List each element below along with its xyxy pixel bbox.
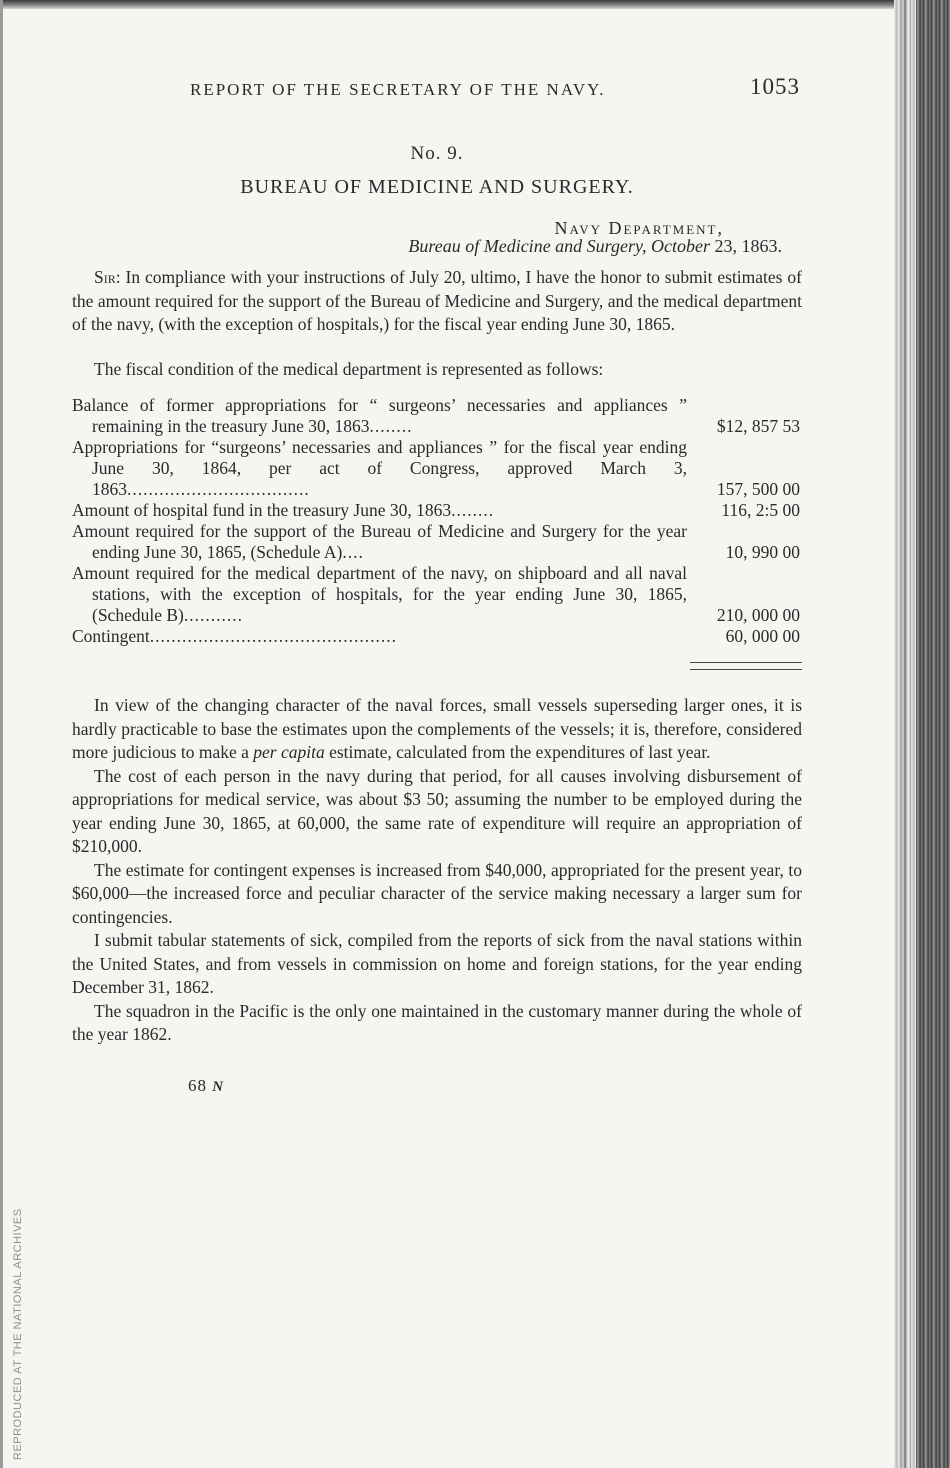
total-rule-top xyxy=(690,662,802,663)
paragraph-pacific-squadron: The squadron in the Pacific is the only one maintained in the customary manner during the whole of the year 1862. xyxy=(72,1000,802,1044)
table-row xyxy=(72,626,802,647)
row-description: Amount required for the support of the Bureau of Medicine and Surgery for the year ending June 30, 1865, (Schedule A) xyxy=(72,521,687,562)
row-description: Amount of hospital fund in the treasury June 30, 1863 xyxy=(72,500,452,520)
paragraph-contingent: The estimate for contingent expenses is increased from $40,000, appropriated for the present year, to $60,000—the increased force and peculiar character of the service making necessary a larger sum for contingencies. xyxy=(72,859,802,927)
table-row xyxy=(72,437,802,500)
dateline-department: Navy Department, xyxy=(554,218,724,238)
total-rule-bottom xyxy=(690,669,802,670)
row-amount: 157, 500 00 xyxy=(716,479,800,499)
row-description: Contingent xyxy=(72,626,150,646)
table-row xyxy=(72,500,802,521)
table-row xyxy=(72,563,802,626)
table-row xyxy=(72,395,802,437)
row-leader-dots: .... xyxy=(342,542,364,562)
archive-watermark: REPRODUCED AT THE NATIONAL ARCHIVES xyxy=(12,1208,24,1460)
salutation: Sir xyxy=(94,267,116,287)
row-leader-dots: ........ xyxy=(451,500,495,520)
signature-mark xyxy=(188,1076,224,1096)
paragraph-sick-statements: I submit tabular statements of sick, compiled from the reports of sick from the naval stations within the United States, and from vessels in commission on home and foreign stations, for the year ending December 31, 1862. xyxy=(72,930,802,997)
paragraph-cost: The cost of each person in the navy during that period, for all causes involving disbursement of appropriations for medical service, was about $3 50; assuming the number to be employed during the year ending June 30, 1865, at 60,000, the same rate of expenditure will require an appropriation of $210,000. xyxy=(72,765,802,856)
row-amount: 116, 2:5 00 xyxy=(721,500,800,520)
row-leader-dots: ........... xyxy=(183,605,243,625)
row-description: Appropriations for “surgeons’ necessaries and appliances ” for the fiscal year ending June 30, 1864, per act of Congress, approved March 3, 1863 xyxy=(72,437,687,499)
running-header-title: REPORT OF THE SECRETARY OF THE NAVY. xyxy=(190,80,606,99)
intro-text: : In compliance with your instructions of July 20, ultimo, I have the honor to submit estimates of the amount required for the support of the Bureau of Medicine and Surgery, and the medical department of the navy, (with the exception of hospitals,) for the fiscal year ending June 30, 1865. xyxy=(72,267,802,334)
table-row xyxy=(72,521,802,563)
row-amount: 10, 990 00 xyxy=(725,542,800,562)
row-amount: 60, 000 00 xyxy=(725,626,800,646)
per-capita-italic: per capita xyxy=(253,742,325,762)
bureau-title: BUREAU OF MEDICINE AND SURGERY. xyxy=(240,176,634,198)
fiscal-table xyxy=(72,395,802,647)
fiscal-condition-line: The fiscal condition of the medical department is represented as follows: xyxy=(94,359,604,379)
row-amount: 210, 000 00 xyxy=(716,605,800,625)
row-leader-dots: ........ xyxy=(369,416,413,436)
page-left-edge xyxy=(0,0,3,1468)
paragraph-per-capita: In view of the changing character of the naval forces, small vessels superseding larger ones, it is hardly practicable to base the estimates upon the complements of the vessels; it is, therefore, considered more judicious to make a per capita estimate, calculated from the expenditures of last year. xyxy=(72,695,802,762)
dateline-bureau: Bureau of Medicine and Surgery, October xyxy=(408,236,710,256)
row-leader-dots: .............................................. xyxy=(149,626,398,646)
signature-letter: N xyxy=(212,1079,225,1095)
document-number: No. 9. xyxy=(410,143,464,164)
book-binding-edge xyxy=(894,0,950,1468)
signature-number: 68 xyxy=(188,1076,207,1095)
row-description: Amount required for the medical department of the navy, on shipboard and all naval stations, with the exception of hospitals, for the year ending June 30, 1865, (Schedule B) xyxy=(72,563,687,625)
row-leader-dots: .................................. xyxy=(127,479,310,499)
page-number: 1053 xyxy=(750,74,800,99)
intro-paragraph xyxy=(72,266,802,337)
row-description: Balance of former appropriations for “ surgeons’ necessaries and appliances ” remaining in the treasury June 30, 1863 xyxy=(72,395,687,436)
dateline-date: 23, 1863. xyxy=(714,236,782,256)
row-amount: $12, 857 53 xyxy=(716,416,800,436)
dateline-bureau-date xyxy=(408,236,782,257)
page-top-edge xyxy=(0,0,950,9)
body-paragraphs xyxy=(72,694,802,1047)
